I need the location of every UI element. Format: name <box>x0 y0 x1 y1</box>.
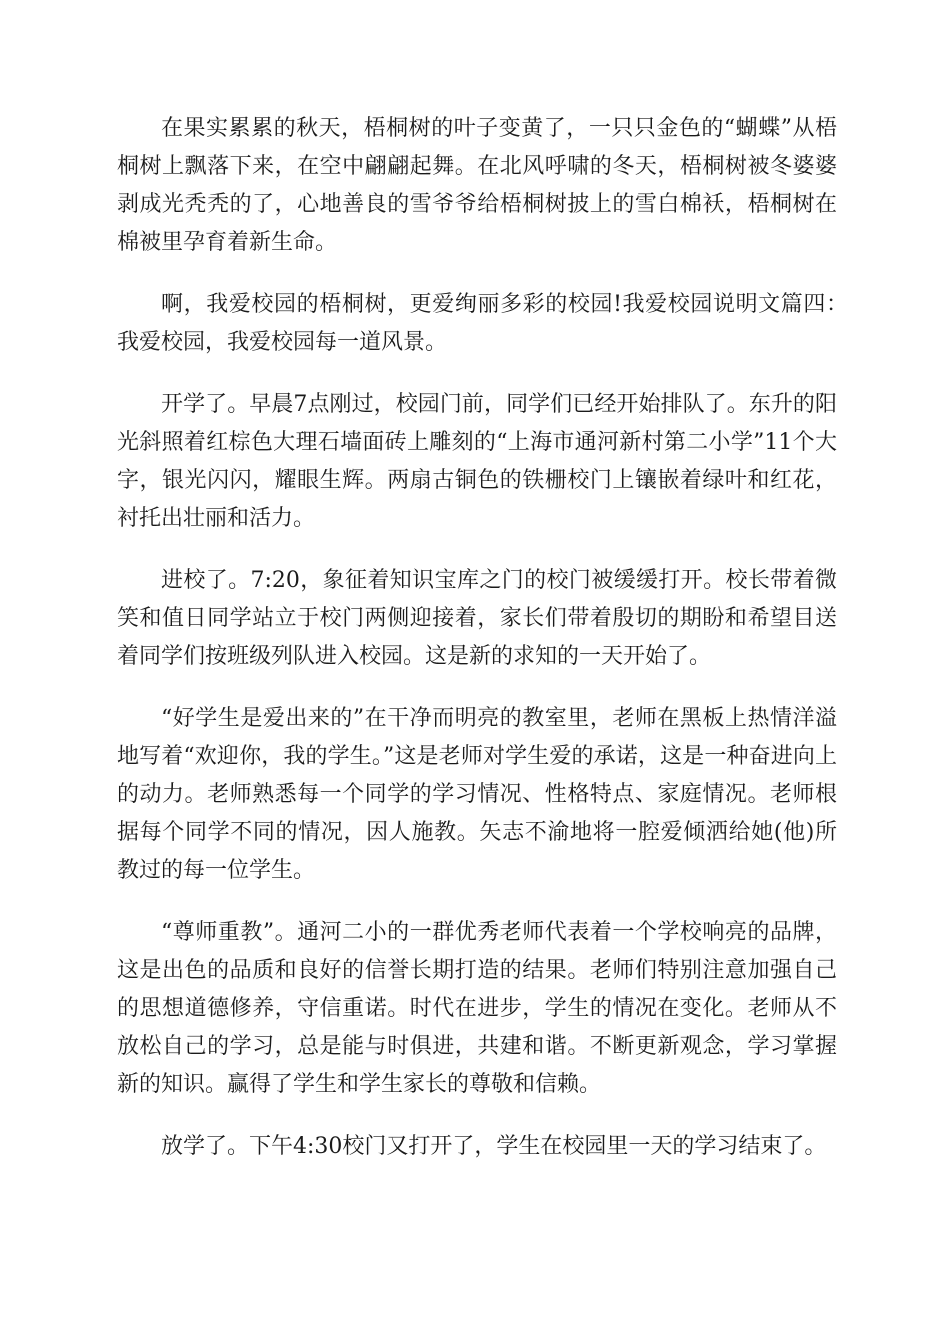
document-body <box>117 110 860 1190</box>
paragraph-love-campus: 啊，我爱校园的梧桐树，更爱绚丽多彩的校园!我爱校园说明文篇四： 我爱校园，我爱校园每一道风景。 <box>117 292 860 355</box>
paragraph-good-students: “好学生是爱出来的”在干净而明亮的教室里，老师在黑板上热情洋溢地写着“欢迎你，我的学生。”这是老师对学生爱的承诺，这是一种奋进向上的动力。老师熟悉每一个同学的学习情况、性格特点、家庭情况。老师根据每个同学不同的情况，因人施教。矢志不渝地将一腔爱倾洒给她(他)所教过的每一位学生。 <box>117 706 837 883</box>
paragraph-entering-school: 进校了。7:20，象征着知识宝库之门的校门被缓缓打开。校长带着微笑和值日同学站立于校门两侧迎接着，家长们带着殷切的期盼和希望目送着同学们按班级列队进入校园。这是新的求知的一天开始了。 <box>117 568 837 669</box>
paragraph-school-opening: 开学了。早晨7点刚过，校园门前，同学们已经开始排队了。东升的阳光斜照着红棕色大理石墙面砖上雕刻的“上海市通河新村第二小学”11个大字，银光闪闪，耀眼生辉。两扇古铜色的铁栅校门上镶嵌着绿叶和红花，衬托出壮丽和活力。 <box>117 392 837 531</box>
paragraph-school-dismissal: 放学了。下午4:30校门又打开了，学生在校园里一天的学习结束了。 <box>161 1134 827 1159</box>
paragraph-autumn-winter: 在果实累累的秋天，梧桐树的叶子变黄了，一只只金色的“蝴蝶”从梧桐树上飘落下来，在空中翩翩起舞。在北风呼啸的冬天，梧桐树被冬婆婆剥成光秃秃的了，心地善良的雪爷爷给梧桐树披上的雪白棉袄，梧桐树在棉被里孕育着新生命。 <box>117 116 837 255</box>
paragraph-respect-teachers: “尊师重教”。通河二小的一群优秀老师代表着一个学校响亮的品牌，这是出色的品质和良好的信誉长期打造的结果。老师们特别注意加强自己的思想道德修养，守信重诺。时代在进步，学生的情况在变化。老师从不放松自己的学习，总是能与时俱进，共建和谐。不断更新观念，学习掌握新的知识。赢得了学生和学生家长的尊敬和信赖。 <box>117 920 837 1097</box>
